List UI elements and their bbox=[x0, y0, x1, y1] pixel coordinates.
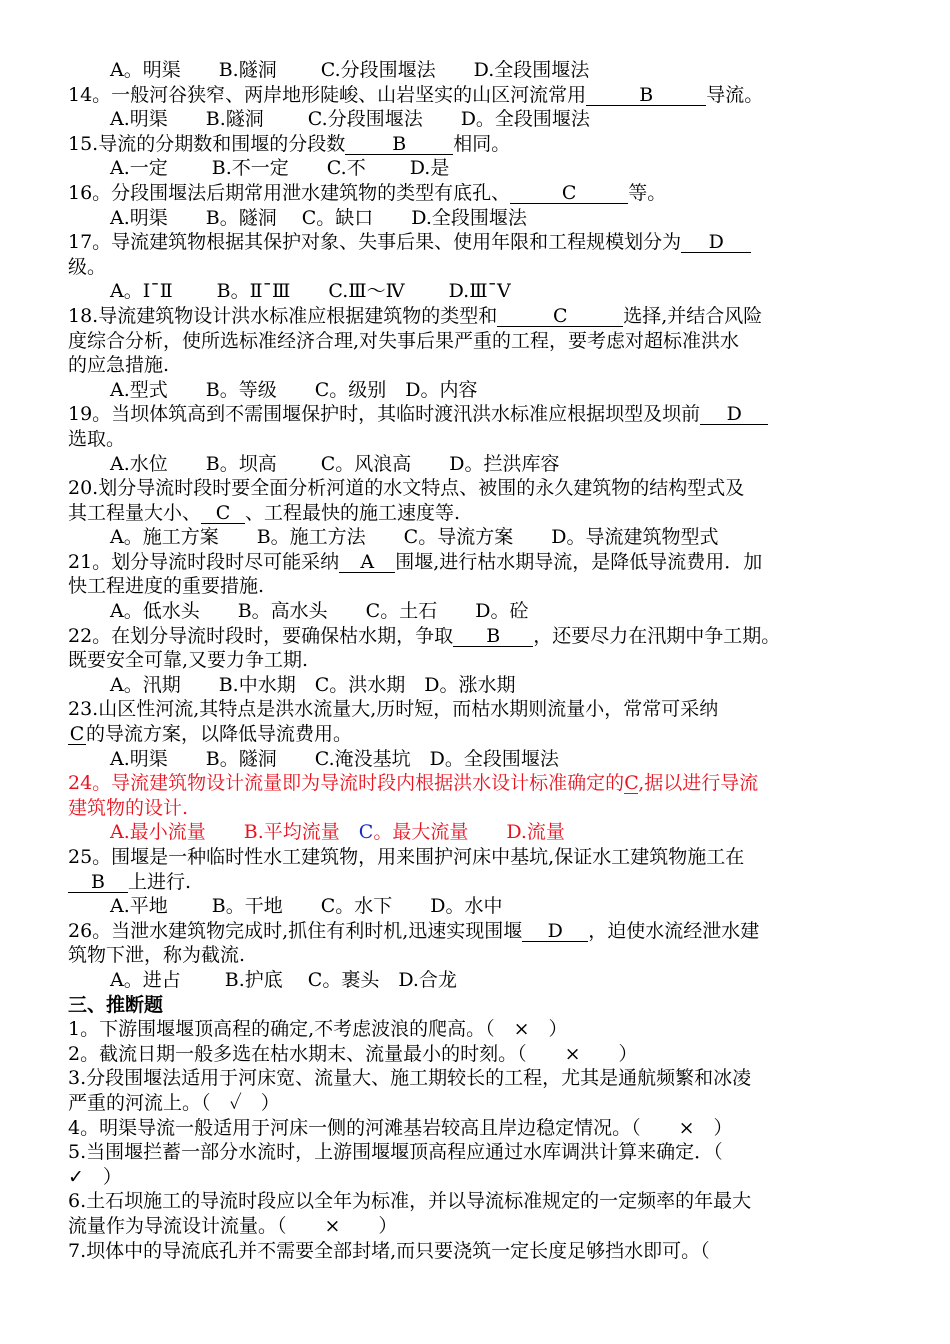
text-segment: 2。截流日期一般多选在枯水期末、流量最小的时刻。（ × ） bbox=[68, 1042, 638, 1065]
text-segment: ，迫使水流经泄水建 bbox=[588, 919, 760, 942]
answer-options-line bbox=[68, 107, 888, 132]
text-segment: 的导流方案，以降低导流费用。 bbox=[86, 723, 353, 746]
text-line bbox=[68, 1066, 888, 1091]
text-line bbox=[68, 304, 888, 329]
text-segment: A。低水头 B。高水头 C。土石 D。砼 bbox=[110, 600, 529, 623]
text-line bbox=[68, 919, 888, 944]
text-line bbox=[68, 402, 888, 427]
text-segment: 26。当泄水建筑物完成时,抓住有利时机,迅速实现围堰 bbox=[68, 919, 523, 942]
text-segment: 4。明渠导流一般适用于河床一侧的河滩基岩较高且岸边稳定情况。（ × ） bbox=[68, 1116, 733, 1139]
answer-options-line bbox=[68, 894, 888, 919]
text-segment: 度综合分析，使所选标准经济合理,对失事后果严重的工程，要考虑对超标准洪水 bbox=[68, 329, 740, 352]
text-segment: A.明渠 B.隧洞 C.分段围堰法 D。全段围堰法 bbox=[110, 108, 590, 131]
text-segment: 选择,并结合风险 bbox=[623, 304, 763, 327]
text-line bbox=[68, 1091, 888, 1116]
text-segment: A。明渠 B.隧洞 C.分段围堰法 D.全段围堰法 bbox=[110, 59, 590, 81]
text-segment: 3.分段围堰法适用于河床宽、流量大、施工期较长的工程，尤其是通航频繁和冰凌 bbox=[68, 1067, 752, 1090]
answer-options-line bbox=[68, 599, 888, 624]
text-segment: 17。导流建筑物根据其保护对象、失事后果、使用年限和工程规模划分为 bbox=[68, 231, 682, 254]
option-letter: C bbox=[358, 821, 374, 844]
text-segment: 6.土石坝施工的导流时段应以全年为标准，并以导流标准规定的一定频率的年最大 bbox=[68, 1190, 752, 1213]
text-segment: A.明渠 B。隧洞 C。缺口 D.全段围堰法 bbox=[110, 206, 527, 229]
text-segment: 级。 bbox=[68, 255, 107, 278]
text-segment: 严重的河流上。（ ✓ ） bbox=[68, 1091, 280, 1114]
text-line bbox=[68, 943, 888, 968]
answer-options-line bbox=[68, 525, 888, 550]
text-segment: A.型式 B。等级 C。级别 D。内容 bbox=[110, 378, 478, 401]
answer-blank: C bbox=[201, 503, 245, 524]
text-line bbox=[68, 132, 888, 157]
text-line bbox=[68, 624, 888, 649]
text-segment: 15.导流的分期数和围堰的分段数 bbox=[68, 132, 346, 155]
text-segment: 7.坝体中的导流底孔并不需要全部封堵,而只要浇筑一定长度足够挡水即可。（ bbox=[68, 1239, 710, 1262]
text-line bbox=[68, 181, 888, 206]
answer-blank: C bbox=[510, 183, 628, 204]
text-line bbox=[68, 697, 888, 722]
text-segment: A。进占 B.护底 C。裹头 D.合龙 bbox=[110, 968, 457, 991]
text-line bbox=[68, 329, 888, 354]
text-segment: 5.当围堰拦蓄一部分水流时，上游围堰堰顶高程应通过水库调洪计算来确定．（ bbox=[68, 1141, 723, 1164]
section-heading bbox=[68, 993, 888, 1018]
text-segment: A。Ⅰ¯Ⅱ B。Ⅱ¯Ⅲ C.Ⅲ～Ⅳ D.Ⅲ¯Ⅴ bbox=[110, 280, 511, 303]
text-line bbox=[68, 648, 888, 673]
answer-blank: C bbox=[624, 772, 639, 795]
text-line bbox=[68, 574, 888, 599]
text-segment: A.一定 B.不一定 C.不 D.是 bbox=[110, 157, 450, 180]
answer-options-line bbox=[68, 206, 888, 231]
text-segment: 20.划分导流时段时要全面分析河道的水文特点、被围的永久建筑物的结构型式及 bbox=[68, 477, 745, 500]
text-line bbox=[68, 1116, 888, 1141]
text-segment: 19。当坝体筑高到不需围堰保护时，其临时渡汛洪水标准应根据坝型及坝前 bbox=[68, 403, 701, 426]
text-line bbox=[68, 550, 888, 575]
answer-blank: C bbox=[69, 723, 85, 746]
answer-options-line bbox=[68, 968, 888, 993]
text-segment: 25。围堰是一种临时性水工建筑物，用来围护河床中基坑,保证水工建筑物施工在 bbox=[68, 846, 745, 868]
answer-options-line bbox=[68, 452, 888, 477]
text-segment: 导流。 bbox=[706, 83, 764, 106]
text-segment: 的应急措施. bbox=[68, 354, 170, 377]
answer-blank: D bbox=[700, 404, 768, 425]
text-segment: ,据以进行导流 bbox=[638, 772, 759, 795]
text-segment: A.明渠 B。隧洞 C.淹没基坑 D。全段围堰法 bbox=[110, 747, 559, 770]
text-line bbox=[68, 255, 888, 280]
answer-blank: D bbox=[681, 232, 751, 253]
text-segment: A.最小流量 B.平均流量 bbox=[110, 821, 359, 844]
answer-options-line bbox=[68, 820, 888, 845]
answer-blank: B bbox=[453, 626, 533, 647]
text-line bbox=[68, 353, 888, 378]
text-line bbox=[68, 1140, 888, 1165]
text-line bbox=[68, 722, 888, 747]
text-segment: ✓ ） bbox=[68, 1165, 122, 1188]
answer-blank: B bbox=[345, 134, 453, 155]
text-segment: 上进行. bbox=[128, 870, 192, 893]
text-segment: 选取。 bbox=[68, 427, 126, 450]
text-segment: 22。在划分导流时段时，要确保枯水期，争取 bbox=[68, 624, 454, 647]
answer-blank: D bbox=[522, 921, 588, 942]
answer-options-line bbox=[68, 673, 888, 698]
text-segment: 24。导流建筑物设计流量即为导流时段内根据洪水设计标准确定的 bbox=[68, 772, 625, 795]
answer-blank: B bbox=[68, 872, 128, 893]
text-segment: 23.山区性河流,其特点是洪水流量大,历时短，而枯水期则流量小，常常可采纳 bbox=[68, 698, 719, 721]
text-segment: 1。下游围堰堰顶高程的确定,不考虑波浪的爬高。（ × ） bbox=[68, 1018, 568, 1041]
answer-options-line bbox=[68, 378, 888, 403]
text-segment: A。汛期 B.中水期 C。洪水期 D。涨水期 bbox=[110, 673, 516, 696]
text-segment: 等。 bbox=[628, 181, 667, 204]
text-segment: 三、推断题 bbox=[68, 993, 164, 1016]
answer-blank: C bbox=[497, 306, 623, 327]
text-segment: 快工程进度的重要措施. bbox=[68, 575, 265, 598]
text-segment: 围堰,进行枯水期导流，是降低导流费用．加 bbox=[395, 550, 763, 573]
answer-blank: A bbox=[339, 552, 395, 573]
text-line bbox=[68, 1042, 888, 1067]
text-segment: 18.导流建筑物设计洪水标准应根据建筑物的类型和 bbox=[68, 304, 498, 327]
text-line bbox=[68, 230, 888, 255]
text-segment: 筑物下泄，称为截流. bbox=[68, 944, 246, 967]
text-line bbox=[68, 1239, 888, 1264]
text-line bbox=[68, 1214, 888, 1239]
text-line bbox=[68, 845, 888, 870]
answer-options-line bbox=[68, 747, 888, 772]
answer-blank: B bbox=[586, 85, 706, 106]
answer-options-line bbox=[68, 58, 888, 83]
text-segment: 16。分段围堰法后期常用泄水建筑物的类型有底孔、 bbox=[68, 181, 511, 204]
text-segment: A。施工方案 B。施工方法 C。导流方案 D。导流建筑物型式 bbox=[110, 526, 719, 549]
answer-options-line bbox=[68, 156, 888, 181]
text-line bbox=[68, 796, 888, 821]
text-line bbox=[68, 771, 888, 796]
text-segment: 14。一般河谷狭窄、两岸地形陡峻、山岩坚实的山区河流常用 bbox=[68, 83, 587, 106]
text-line bbox=[68, 501, 888, 526]
text-segment: 相同。 bbox=[453, 132, 511, 155]
text-line bbox=[68, 1017, 888, 1042]
text-segment: 建筑物的设计. bbox=[68, 796, 189, 819]
text-segment: 。最大流量 D.流量 bbox=[373, 821, 565, 844]
text-segment: A.水位 B。坝高 C。风浪高 D。拦洪库容 bbox=[110, 452, 560, 475]
text-line bbox=[68, 870, 888, 895]
text-line bbox=[68, 1165, 888, 1190]
document-page bbox=[68, 58, 888, 1263]
text-segment: 21。划分导流时段时尽可能采纳 bbox=[68, 550, 340, 573]
text-line bbox=[68, 1189, 888, 1214]
text-segment: 其工程量大小、 bbox=[68, 501, 202, 524]
answer-options-line bbox=[68, 279, 888, 304]
text-line bbox=[68, 427, 888, 452]
text-segment: ，还要尽力在汛期中争工期。 bbox=[533, 624, 781, 647]
text-line bbox=[68, 83, 888, 108]
text-segment: A.平地 B。干地 C。水下 D。水中 bbox=[110, 895, 503, 918]
text-line bbox=[68, 476, 888, 501]
text-segment: 既要安全可靠,又要力争工期. bbox=[68, 649, 309, 672]
text-segment: 、工程最快的施工速度等. bbox=[245, 501, 461, 524]
text-segment: 流量作为导流设计流量。（ × ） bbox=[68, 1214, 398, 1237]
